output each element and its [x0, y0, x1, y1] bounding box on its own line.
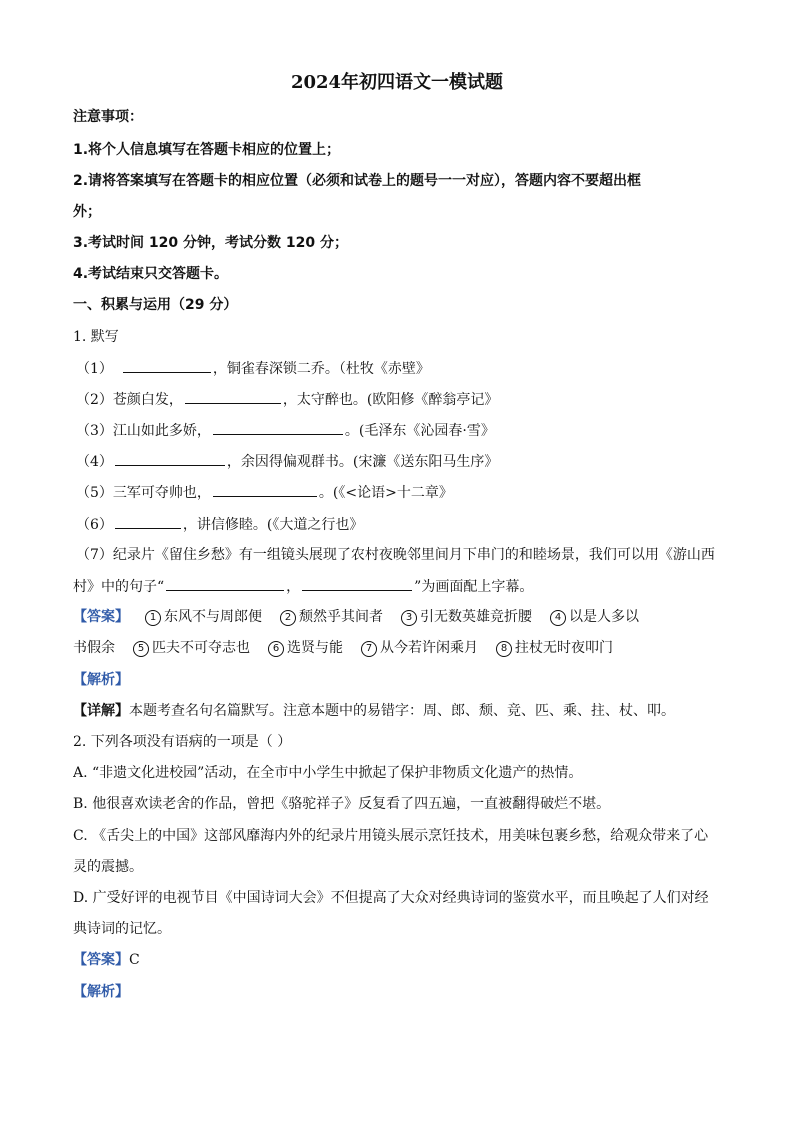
q2-option-b: B. 他很喜欢读老舍的作品，曾把《骆驼祥子》反复看了四五遍，一直被翻得破烂不堪。 [73, 796, 611, 812]
answer-text: 引无数英雄竞折腰 [420, 609, 532, 625]
circled-number: 7 [361, 641, 377, 657]
item-text-before: 江山如此多娇， [112, 423, 211, 439]
q2-option-c: C. 《舌尖上的中国》这部风靡海内外的纪录片用镜头展示烹饪技术，用美味包裹乡愁，给观众带来了心 [73, 828, 709, 844]
notice-item-2: 2.请将答案填写在答题卡的相应位置（必须和试卷上的题号一一对应），答题内容不要超出框 [73, 173, 642, 189]
item-number: （6） [76, 517, 113, 533]
answer-blank [115, 514, 181, 529]
item-text: ，讲信修睦。(《大道之行也》 [182, 517, 364, 533]
section-heading: 一、积累与运用（29 分） [73, 297, 238, 313]
answer-text: 东风不与周郎便 [164, 609, 262, 625]
answer-label: 【答案】 [73, 952, 129, 968]
notice-item-3: 3.考试时间 120 分钟，考试分数 120 分； [73, 235, 349, 251]
answer-blank [213, 482, 317, 497]
answer-text: 从今若许闲乘月 [380, 640, 478, 656]
answer-text: 拄杖无时夜叩门 [515, 640, 613, 656]
q1-item-5 [76, 482, 734, 503]
item-number: （3） [76, 423, 113, 439]
item-number: （5） [76, 485, 113, 501]
notice-item-1: 1.将个人信息填写在答题卡相应的位置上； [73, 142, 341, 158]
q1-answer-line-2 [73, 638, 734, 658]
answer-blank [213, 420, 343, 435]
q1-item-7-line-1: （7）纪录片《留住乡愁》有一组镜头展现了农村夜晚邻里间月下串门的和睦场景，我们可以用《游山西 [76, 547, 715, 563]
q1-item-7-line-2 [73, 576, 734, 597]
item-text: ，余因得偏观群书。(宋濂《送东阳马生序》 [226, 454, 499, 470]
answer-blank [123, 358, 211, 373]
item-text-before: 苍颜白发， [112, 392, 183, 408]
item-text-before: 三军可夺帅也， [112, 485, 211, 501]
q1-item-4 [76, 451, 734, 472]
detail-label: 【详解】 [73, 703, 129, 719]
q2-answer [73, 950, 734, 970]
q1-item-6 [76, 514, 734, 535]
item-text: 。(《<论语>十二章》 [318, 485, 453, 501]
answer-blank [115, 451, 225, 466]
exam-title: 2024年初四语文一模试题 [290, 72, 504, 93]
answer-label: 【答案】 [73, 609, 129, 625]
answer-text: 以是人多以 [569, 609, 639, 625]
item-text: 。(毛泽东《沁园春·雪》 [344, 423, 495, 439]
q2-analysis-label: 【解析】 [73, 984, 129, 1000]
item-text: ”为画面配上字幕。 [414, 579, 534, 595]
q2-option-d-cont: 典诗词的记忆。 [73, 921, 171, 937]
q1-detail [73, 701, 734, 721]
q1-analysis-label: 【解析】 [73, 672, 129, 688]
circled-number: 1 [145, 610, 161, 626]
q1-item-3 [76, 420, 734, 441]
item-number: （4） [76, 454, 113, 470]
item-text: ，太守醉也。(欧阳修《醉翁亭记》 [282, 392, 499, 408]
answer-text: C [129, 952, 140, 968]
circled-number: 6 [268, 641, 284, 657]
circled-number: 2 [280, 610, 296, 626]
circled-number: 4 [550, 610, 566, 626]
q1-answer-line-1 [73, 607, 734, 627]
q1-item-2 [76, 389, 734, 410]
question-2-stem: 2. 下列各项没有语病的一项是（ ） [73, 734, 292, 750]
answer-text: 匹夫不可夺志也 [152, 640, 250, 656]
item-text-before: 村》中的句子“ [73, 579, 165, 595]
item-text: ，铜雀春深锁二乔。（杜牧《赤壁》 [212, 361, 430, 377]
q1-item-1 [76, 358, 734, 379]
answer-text: 颓然乎其间者 [299, 609, 383, 625]
item-number: （1） [76, 361, 113, 377]
q2-option-a: A. “非遗文化进校园”活动，在全市中小学生中掀起了保护非物质文化遗产的热情。 [73, 765, 583, 781]
answer-blank [166, 576, 284, 591]
answer-text: 选贤与能 [287, 640, 343, 656]
notice-item-2-cont: 外； [73, 204, 101, 220]
notice-item-4: 4.考试结束只交答题卡。 [73, 266, 229, 282]
item-number: （2） [76, 392, 113, 408]
circled-number: 3 [401, 610, 417, 626]
notice-heading: 注意事项： [73, 109, 143, 125]
q2-option-d: D. 广受好评的电视节目《中国诗词大会》不但提高了大众对经典诗词的鉴赏水平，而且唤起了人们对经 [73, 890, 709, 906]
answer-text: 书假余 [73, 640, 115, 656]
q2-option-c-cont: 灵的震撼。 [73, 859, 143, 875]
circled-number: 5 [133, 641, 149, 657]
answer-blank [302, 576, 412, 591]
answer-blank [185, 389, 281, 404]
detail-text: 本题考查名句名篇默写。注意本题中的易错字：周、郎、颓、竞、匹、乘、拄、杖、叩。 [129, 703, 675, 719]
circled-number: 8 [496, 641, 512, 657]
item-text-mid: ， [286, 579, 301, 595]
question-1-stem: 1. 默写 [73, 329, 119, 345]
